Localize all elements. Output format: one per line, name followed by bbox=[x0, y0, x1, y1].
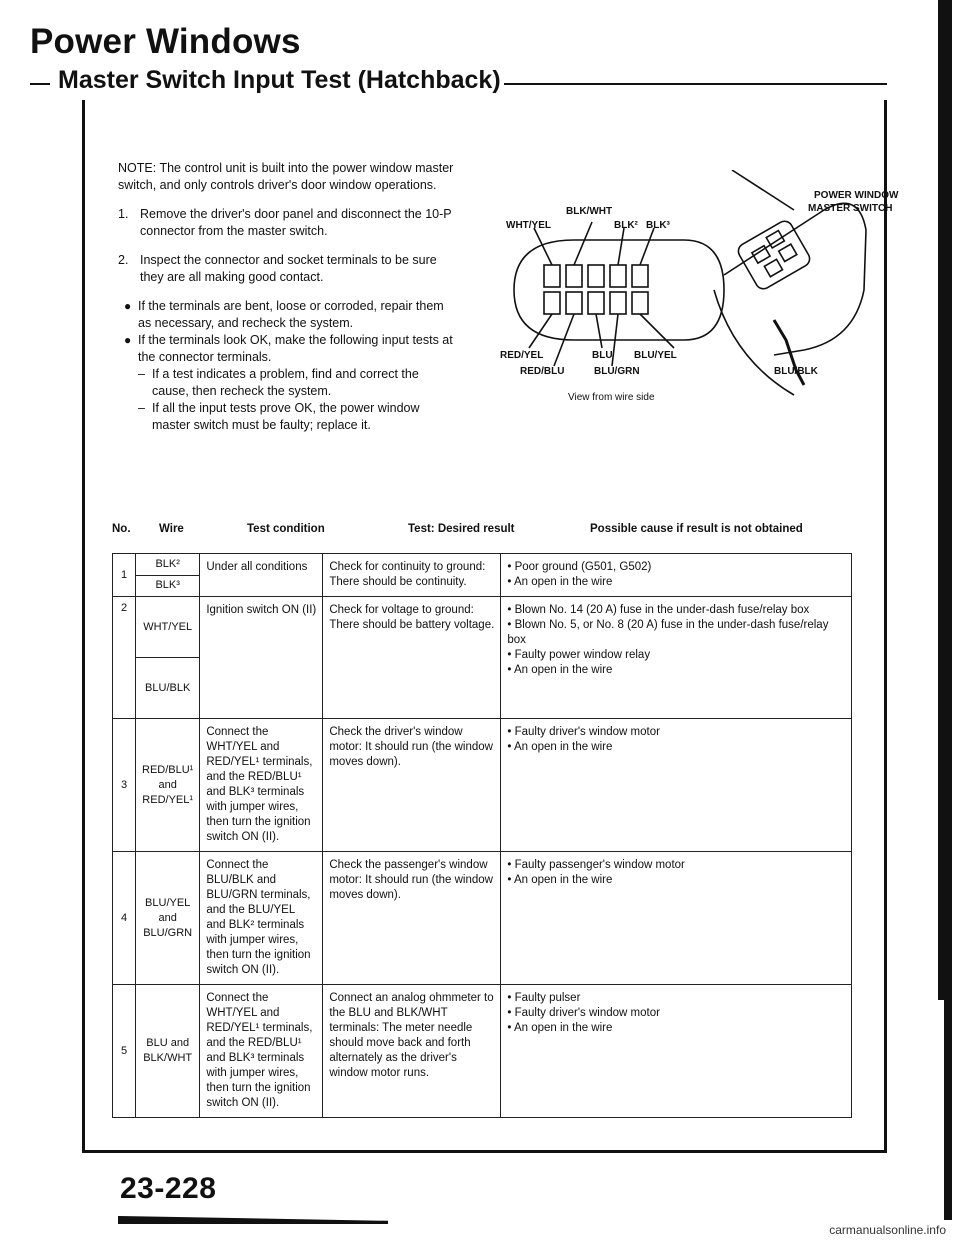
step-text: Inspect the connector and socket terminals to be sure they are all making good contact. bbox=[140, 253, 437, 284]
table-row bbox=[113, 719, 852, 852]
wire-cell: BLK² bbox=[136, 554, 200, 576]
component-label-line2: MASTER SWITCH bbox=[808, 203, 893, 214]
instructions bbox=[118, 160, 458, 434]
wire-label-red-blu: RED/BLU bbox=[520, 366, 565, 377]
terminal-box bbox=[610, 265, 626, 287]
header-condition: Test condition bbox=[247, 523, 325, 535]
row-number: 5 bbox=[113, 985, 136, 1118]
cause-cell bbox=[501, 985, 852, 1118]
result-cell: Check for voltage to ground: There should be battery voltage. bbox=[323, 597, 501, 719]
cause-item: • Faulty driver's window motor bbox=[507, 725, 845, 740]
cause-item: • Faulty pulser bbox=[507, 991, 845, 1006]
result-cell: Check for continuity to ground: There should be continuity. bbox=[323, 554, 501, 597]
wire-cell: BLU/YEL and BLU/GRN bbox=[136, 852, 200, 985]
header-cause: Possible cause if result is not obtained bbox=[590, 523, 803, 535]
wire-cell: BLK³ bbox=[136, 575, 200, 597]
bullet-text: If the terminals look OK, make the following input tests at the connector terminals. bbox=[138, 333, 453, 364]
terminal-box bbox=[610, 292, 626, 314]
dash-item bbox=[138, 366, 458, 400]
input-test-table bbox=[112, 553, 852, 1118]
wire-label-blu-yel: BLU/YEL bbox=[634, 350, 677, 361]
step-number: 1. bbox=[118, 207, 129, 221]
switch-panel bbox=[736, 218, 813, 291]
wire-cell: BLU/BLK bbox=[136, 658, 200, 719]
row-number: 4 bbox=[113, 852, 136, 985]
connector-illustration bbox=[474, 170, 874, 480]
table-row bbox=[113, 852, 852, 985]
cause-item: • Blown No. 14 (20 A) fuse in the under-dash fuse/relay box bbox=[507, 603, 845, 618]
subtitle-rule-right bbox=[504, 83, 887, 85]
bullet-text: If the terminals are bent, loose or corroded, repair them as necessary, and recheck the system. bbox=[138, 299, 444, 330]
table-row bbox=[113, 985, 852, 1118]
cause-item: • Blown No. 5, or No. 8 (20 A) fuse in the under-dash fuse/relay box bbox=[507, 618, 845, 648]
bullet-icon: ● bbox=[124, 299, 132, 313]
cause-item: • Poor ground (G501, G502) bbox=[507, 560, 845, 575]
wire-label-blu: BLU bbox=[592, 350, 613, 361]
cause-item: • An open in the wire bbox=[507, 1021, 845, 1036]
dash-text: If all the input tests prove OK, the power window master switch must be faulty; replace it. bbox=[152, 401, 420, 432]
cause-item: • Faulty driver's window motor bbox=[507, 1006, 845, 1021]
cause-item: • Faulty passenger's window motor bbox=[507, 858, 845, 873]
cause-cell bbox=[501, 554, 852, 597]
row-number: 3 bbox=[113, 719, 136, 852]
condition-cell: Ignition switch ON (II) bbox=[200, 597, 323, 719]
result-cell: Check the driver's window motor: It should run (the window moves down). bbox=[323, 719, 501, 852]
cause-item: • An open in the wire bbox=[507, 663, 845, 678]
watermark-text: carmanualsonline.info bbox=[829, 1223, 946, 1237]
wire-label-blk2: BLK² bbox=[614, 220, 638, 231]
page-edge-bar bbox=[938, 0, 952, 1000]
page-edge-bar-lower bbox=[944, 1000, 952, 1220]
cause-item: • An open in the wire bbox=[507, 575, 845, 590]
result-cell: Connect an analog ohmmeter to the BLU and BLK/WHT terminals: The meter needle should move back and forth alternately as the driver's window motor runs. bbox=[323, 985, 501, 1118]
terminal-box bbox=[632, 265, 648, 287]
cause-item: • An open in the wire bbox=[507, 740, 845, 755]
terminal-box bbox=[588, 265, 604, 287]
note-text: NOTE: The control unit is built into the power window master switch, and only controls driver's door window operations. bbox=[118, 161, 454, 192]
wire-label-wht-yel: WHT/YEL bbox=[506, 220, 551, 231]
condition-cell: Connect the WHT/YEL and RED/YEL¹ terminals, and the RED/BLU¹ and BLK³ terminals with jumper wires, then turn the ignition switch ON (II). bbox=[200, 719, 323, 852]
section-subtitle: Master Switch Input Test (Hatchback) bbox=[58, 66, 501, 94]
condition-cell: Connect the BLU/BLK and BLU/GRN terminals, and the BLU/YEL and BLK² terminals with jumper wires, then turn the ignition switch ON (II). bbox=[200, 852, 323, 985]
header-wire: Wire bbox=[159, 523, 184, 535]
condition-cell: Under all conditions bbox=[200, 554, 323, 597]
page-number-underline bbox=[118, 1216, 388, 1224]
wire-label-blu-grn: BLU/GRN bbox=[594, 366, 640, 377]
step-text: Remove the driver's door panel and disconnect the 10-P connector from the master switch. bbox=[140, 207, 452, 238]
wire-cell: BLU and BLK/WHT bbox=[136, 985, 200, 1118]
row-number: 2 bbox=[113, 597, 136, 719]
header-result: Test: Desired result bbox=[408, 523, 515, 535]
diagram-caption: View from wire side bbox=[568, 392, 655, 403]
cause-item: • An open in the wire bbox=[507, 873, 845, 888]
condition-cell: Connect the WHT/YEL and RED/YEL¹ terminals, and the RED/BLU¹ and BLK³ terminals with jumper wires, then turn the ignition switch ON (II). bbox=[200, 985, 323, 1118]
page-number: 23-228 bbox=[120, 1172, 217, 1205]
result-cell: Check the passenger's window motor: It should run (the window moves down). bbox=[323, 852, 501, 985]
terminal-box bbox=[566, 265, 582, 287]
dash-icon: – bbox=[138, 401, 145, 415]
wire-label-red-yel: RED/YEL bbox=[500, 350, 544, 361]
wire-cell: RED/BLU¹ and RED/YEL¹ bbox=[136, 719, 200, 852]
wire-label-blk3: BLK³ bbox=[646, 220, 670, 231]
bullet-item bbox=[124, 332, 458, 366]
dash-icon: – bbox=[138, 367, 145, 381]
connector-diagram bbox=[474, 170, 899, 480]
bullet-icon: ● bbox=[124, 333, 132, 347]
step-number: 2. bbox=[118, 253, 129, 267]
terminal-box bbox=[544, 265, 560, 287]
table-row bbox=[113, 597, 852, 658]
wire-label-blk-wht: BLK/WHT bbox=[566, 206, 613, 217]
table-row bbox=[113, 554, 852, 576]
wire-label-blu-blk: BLU/BLK bbox=[774, 366, 818, 377]
dash-text: If a test indicates a problem, find and correct the cause, then recheck the system. bbox=[152, 367, 419, 398]
page-title: Power Windows bbox=[30, 22, 301, 61]
step-1 bbox=[118, 206, 458, 240]
bullet-item bbox=[124, 298, 458, 332]
table-header-row bbox=[112, 523, 872, 541]
component-label-line1: POWER WINDOW bbox=[814, 190, 899, 201]
terminal-box bbox=[544, 292, 560, 314]
cause-cell bbox=[501, 852, 852, 985]
row-number: 1 bbox=[113, 554, 136, 597]
terminal-box bbox=[566, 292, 582, 314]
cause-cell bbox=[501, 597, 852, 719]
terminal-box bbox=[632, 292, 648, 314]
cause-item: • Faulty power window relay bbox=[507, 648, 845, 663]
subtitle-rule-left bbox=[30, 83, 50, 85]
terminal-box bbox=[588, 292, 604, 314]
dash-item bbox=[138, 400, 458, 434]
cause-cell bbox=[501, 719, 852, 852]
step-2 bbox=[118, 252, 458, 286]
header-no: No. bbox=[112, 523, 131, 535]
wire-cell: WHT/YEL bbox=[136, 597, 200, 658]
